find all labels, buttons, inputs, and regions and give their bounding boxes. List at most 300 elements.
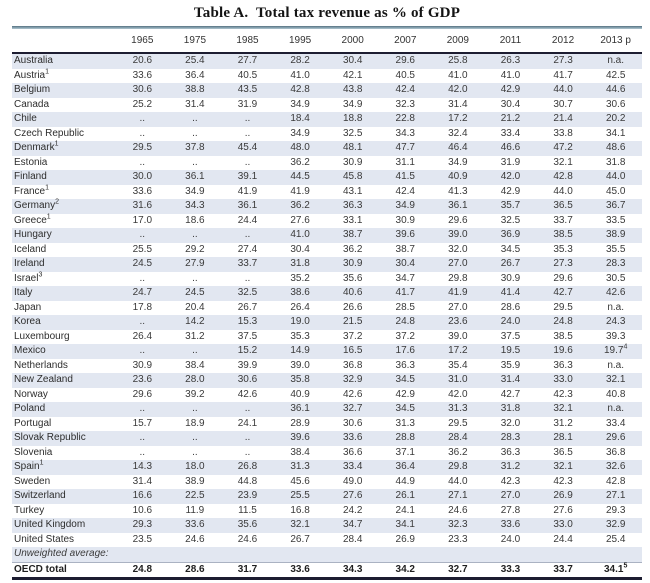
country-row [12,214,642,229]
value-cell: 39.0 [290,359,310,371]
country-row [12,199,642,214]
value-cell: 27.3 [553,258,573,269]
value-cell: n.a. [607,55,625,66]
value-cell: .. [139,229,146,240]
value-cell: 37.2 [342,330,363,342]
value-cell: 42.1 [342,69,363,81]
country-row [12,460,642,475]
value-cell: 30.4 [290,243,310,255]
value-cell: 29.2 [185,243,205,255]
value-cell: 35.2 [290,272,310,284]
value-cell: 30.9 [500,272,521,284]
country-label: Austria$^1$ [14,68,50,81]
value-cell: 32.1 [553,156,573,168]
value-cell: 34.5 [395,403,415,414]
country-row [12,112,642,127]
value-cell: 34.9 [342,98,363,110]
value-cell: 32.7 [448,563,468,575]
value-cell: 16.5 [342,345,363,356]
value-cell: 24.4 [553,533,573,545]
value-cell: 38.9 [605,229,626,240]
value-cell [589,547,642,562]
value-cell: 39.6 [395,229,415,240]
value-cell: 26.8 [237,461,258,472]
value-cell: 34.9 [185,185,205,197]
value-cell: 29.6 [605,432,626,443]
value-cell: 34.3 [395,127,415,139]
value-cell: 39.2 [185,388,205,400]
value-cell: 31.3 [395,417,415,429]
country-row [12,504,642,519]
value-cell: .. [139,156,146,168]
value-cell: 42.4 [395,84,415,95]
country-row [12,83,642,98]
value-cell [484,547,537,562]
value-cell: 37.5 [237,330,258,342]
table-body [12,53,642,579]
value-cell: 33.6 [132,185,153,197]
value-cell: 32.4 [448,127,468,139]
value-cell: 27.0 [448,301,468,313]
value-cell: 24.6 [448,504,468,516]
value-cell: .. [139,316,146,327]
value-cell: 32.0 [448,243,468,255]
value-cell: 38.4 [185,359,205,371]
country-label: United States [14,533,75,545]
value-cell: 20.4 [185,301,205,313]
value-cell: 36.3 [500,446,521,458]
year-column-header: 2011 [484,29,537,53]
value-cell: 31.3 [290,461,310,472]
value-cell: 18.9 [185,417,205,429]
value-cell: 41.4 [500,287,521,298]
value-cell: 34.5 [500,243,521,255]
year-column-header: 2007 [379,29,432,53]
value-cell: 45.8 [342,171,363,182]
country-row [12,127,642,142]
value-cell: .. [244,229,251,240]
country-label: OECD total [14,563,67,575]
value-cell: 28.4 [342,533,363,545]
country-label: Spain$^1$ [14,459,44,472]
year-column-header: 1965 [116,29,169,53]
country-row [12,257,642,272]
value-cell: 31.1 [395,156,415,168]
value-cell: 35.3 [553,243,573,255]
value-cell: 29.6 [132,388,153,400]
value-cell: 40.5 [395,69,415,81]
value-cell [274,547,327,562]
year-column-header: 1985 [221,29,274,53]
value-cell: 31.2 [553,417,573,429]
value-cell: .. [192,272,198,284]
value-cell: 42.4 [395,185,415,197]
value-cell: 26.7 [500,258,521,269]
value-cell: 41.3 [448,185,468,197]
value-cell: 28.2 [290,55,310,66]
country-label: Chile [14,113,37,124]
value-cell: 24.1 [237,417,258,429]
value-cell: 27.1 [448,490,468,501]
value-cell: 32.0 [500,417,521,429]
value-cell: 21.4 [553,113,573,124]
value-cell: 40.8 [605,388,626,400]
value-cell: 16.8 [290,504,310,516]
value-cell: 42.8 [290,84,310,95]
value-cell: .. [192,345,198,356]
value-cell: 24.4 [237,214,258,226]
value-cell: .. [244,403,251,414]
value-cell: 14.9 [290,345,310,356]
value-cell: 35.9 [500,359,521,371]
value-cell: 42.0 [448,84,468,95]
value-cell: 18.4 [290,113,310,124]
value-cell: 30.9 [342,258,363,269]
value-cell: 25.5 [132,243,153,255]
value-cell: 44.6 [605,84,626,95]
value-cell: 34.7 [342,519,363,530]
value-cell [116,547,169,562]
value-cell: 34.9 [448,156,468,168]
value-cell: 38.8 [185,84,205,95]
value-cell: 41.0 [448,69,468,81]
value-cell: 34.2 [395,563,415,575]
value-cell: 29.8 [448,272,468,284]
value-cell [326,547,379,562]
year-column-header: 2012 [537,29,590,53]
value-cell: .. [192,403,198,414]
value-cell: 30.9 [342,156,363,168]
value-cell: 36.3 [395,359,415,371]
country-label: Hungary [14,229,52,240]
value-cell: 37.1 [395,446,415,458]
value-cell: 17.2 [448,113,468,124]
value-cell: .. [139,403,146,414]
value-cell: 28.3 [605,258,626,269]
value-cell: 30.6 [342,417,363,429]
country-row [12,286,642,301]
value-cell: 33.7 [553,563,573,575]
value-cell: 33.8 [553,127,573,139]
value-cell: 26.4 [132,330,153,342]
year-column-header: 1995 [274,29,327,53]
value-cell: 32.5 [237,287,258,298]
value-cell: 40.6 [342,287,363,298]
value-cell: 47.2 [553,142,573,153]
value-cell: 15.7 [132,417,153,429]
value-cell: .. [244,272,251,284]
country-label: Finland [14,171,47,182]
value-cell: 33.4 [342,461,363,472]
value-cell: 36.1 [185,171,205,182]
value-cell: 34.7 [395,272,415,284]
value-cell: 36.4 [395,461,415,472]
value-cell: 33.0 [553,374,573,385]
value-cell: 39.3 [605,330,626,342]
value-cell: 23.5 [132,533,153,545]
country-row [12,402,642,417]
country-label: Ireland [14,258,45,269]
country-label: Slovak Republic [14,432,86,443]
value-cell [169,547,222,562]
value-cell: .. [139,127,146,139]
value-cell: 33.6 [500,519,521,530]
value-cell: 25.4 [605,533,626,545]
value-cell: 40.5 [237,69,258,81]
country-label: France$^1$ [14,184,50,197]
country-row [12,53,642,69]
value-cell: .. [139,432,146,443]
value-cell: 23.3 [448,533,468,545]
value-cell: 17.2 [448,345,468,356]
value-cell: 24.1 [395,504,415,516]
value-cell: 27.9 [185,258,205,269]
value-cell: .. [244,127,251,139]
value-cell: 36.2 [342,243,363,255]
value-cell: 20.6 [132,55,153,66]
value-cell: 24.6 [237,533,258,545]
value-cell: 19.6 [553,345,573,356]
value-cell: 32.3 [395,98,415,110]
value-cell: 40.9 [290,388,310,400]
value-cell: 42.3 [500,475,521,487]
value-cell: 35.6 [237,519,258,530]
value-cell: 44.5 [290,171,310,182]
value-cell: 45.6 [290,475,310,487]
value-cell: 24.7 [132,287,153,298]
value-cell: 32.7 [342,403,363,414]
value-cell: 46.4 [448,142,468,153]
year-column-header: 2009 [432,29,485,53]
value-cell: 30.7 [553,98,573,110]
country-row [12,431,642,446]
value-cell: 38.7 [395,243,415,255]
value-cell: 27.0 [448,258,468,269]
value-cell: 42.7 [500,388,521,400]
value-cell: .. [192,113,198,124]
value-cell: 24.6 [185,533,205,545]
value-cell: 33.3 [500,563,521,575]
value-cell: 31.2 [500,461,521,472]
value-cell: 31.9 [500,156,521,168]
value-cell: 42.3 [553,475,573,487]
value-cell: 24.0 [500,316,521,327]
value-cell: 48.1 [342,142,363,153]
value-cell: 22.5 [185,490,205,501]
value-cell: 39.0 [448,229,468,240]
value-cell: 26.7 [290,533,310,545]
value-cell: 29.3 [132,519,153,530]
value-cell: 42.0 [448,388,468,400]
value-cell: 25.2 [132,98,153,110]
value-cell: 27.4 [237,243,258,255]
value-cell: 42.9 [500,185,521,197]
country-row [12,170,642,185]
value-cell: 28.6 [185,563,205,575]
value-cell: 27.3 [553,55,573,66]
value-cell: 17.0 [132,214,153,226]
value-cell: n.a. [607,301,625,313]
value-cell: 31.4 [132,475,153,487]
value-cell: 28.1 [553,432,573,443]
value-cell: 36.1 [237,200,258,211]
value-cell: 41.9 [448,287,468,298]
value-cell: 15.2 [237,345,258,356]
value-cell: 33.5 [605,214,626,226]
value-cell: 32.1 [553,461,573,472]
value-cell: 36.2 [448,446,468,458]
value-cell [221,547,274,562]
country-row [12,475,642,490]
value-cell: 24.8 [553,316,573,327]
value-cell: 48.0 [290,142,310,153]
value-cell: 43.8 [342,84,363,95]
value-cell: 34.1$^5$ [603,562,628,575]
value-cell: 31.8 [500,403,521,414]
value-cell: 26.9 [553,490,573,501]
value-cell: 44.0 [448,475,468,487]
country-label: Belgium [14,84,51,95]
value-cell: 22.8 [395,113,415,124]
country-label: Norway [14,388,48,400]
value-cell: 29.5 [132,142,153,153]
country-row [12,98,642,113]
value-cell: 42.8 [553,171,573,182]
value-cell: 29.6 [395,55,415,66]
value-cell: 35.4 [448,359,468,371]
value-cell: 37.5 [500,330,521,342]
value-cell: 24.8 [132,563,153,575]
value-cell: 38.5 [553,330,573,342]
value-cell: 36.1 [448,200,468,211]
value-cell: 39.6 [290,432,310,443]
value-cell: 30.4 [342,55,363,66]
value-cell: 32.5 [500,214,521,226]
value-cell: 36.3 [553,359,573,371]
country-row [12,315,642,330]
value-cell: 41.7 [553,69,573,81]
value-cell: .. [192,156,198,168]
value-cell: .. [244,156,251,168]
value-cell: 30.9 [132,359,153,371]
value-cell: 28.3 [500,432,521,443]
value-cell: 28.5 [395,301,415,313]
value-cell: 19.5 [500,345,521,356]
value-cell: .. [139,446,146,458]
value-cell: 18.6 [185,214,205,226]
value-cell: 39.0 [448,330,468,342]
value-cell: 30.6 [237,374,258,385]
value-cell: 34.1 [605,127,626,139]
value-cell: 34.3 [342,563,363,575]
country-row [12,344,642,359]
country-row [12,156,642,171]
value-cell: 43.1 [342,185,363,197]
value-cell: 21.2 [500,113,521,124]
value-cell: 28.6 [500,301,521,313]
country-label: Japan [14,301,42,313]
value-cell: 31.0 [448,374,468,385]
value-cell: 41.7 [395,287,415,298]
value-cell: 29.8 [448,461,468,472]
value-cell: 37.8 [185,142,205,153]
country-row [12,243,642,258]
country-label: Czech Republic [14,127,85,139]
value-cell: 29.3 [605,504,626,516]
value-cell: 44.0 [553,185,573,197]
value-cell: 32.1 [290,519,310,530]
value-cell: 29.6 [553,272,573,284]
value-cell: 29.5 [553,301,573,313]
value-cell: 30.5 [605,272,626,284]
value-cell: 39.1 [237,171,258,182]
value-cell: 35.5 [605,243,626,255]
value-cell: 10.6 [132,504,153,516]
value-cell: 25.8 [448,55,468,66]
value-cell: 31.4 [185,98,205,110]
value-cell: 26.9 [395,533,415,545]
value-cell: 42.6 [342,388,363,400]
value-cell: 19.7$^4$ [603,343,628,356]
table-title: Table A. Total tax revenue as % of GDP [193,5,461,21]
value-cell: 23.6 [448,316,468,327]
country-row [12,69,642,84]
country-row [12,141,642,156]
value-cell [432,547,485,562]
value-cell: 28.9 [290,417,310,429]
year-header-row [12,29,642,53]
value-cell: 44.0 [605,171,626,182]
country-label: Poland [14,403,46,414]
value-cell: 33.1 [342,214,363,226]
value-cell: 33.7 [237,258,258,269]
value-cell: 32.6 [605,461,626,472]
value-cell: 39.9 [237,359,258,371]
value-cell: 11.9 [185,504,205,516]
value-cell: .. [244,113,251,124]
value-cell: 33.4 [500,127,521,139]
value-cell: 41.0 [290,229,310,240]
value-cell: 36.9 [500,229,521,240]
country-label: New Zealand [14,374,73,385]
value-cell: 11.5 [238,504,257,516]
value-cell: 42.5 [605,69,626,81]
country-row [12,301,642,316]
country-label: Slovenia [14,446,53,458]
value-cell: 14.3 [132,461,153,472]
value-cell: 30.4 [500,98,521,110]
value-cell: 42.9 [500,84,521,95]
value-cell: 44.9 [395,475,415,487]
country-row [12,446,642,461]
value-cell: 27.6 [553,504,573,516]
footnote-marker: 1 [46,213,51,221]
value-cell: 37.2 [395,330,415,342]
value-cell: 31.2 [185,330,205,342]
value-cell: 26.6 [342,301,363,313]
row-oecd-total [12,562,642,579]
value-cell: 24.0 [500,533,521,545]
value-cell: 27.1 [605,490,626,501]
country-label: Israel$^3$ [14,271,43,284]
value-cell: 30.4 [395,258,415,269]
value-cell: 34.3 [185,200,205,211]
country-label: Estonia [14,156,48,168]
value-cell: 38.9 [185,475,205,487]
value-cell: 30.0 [132,171,153,182]
value-cell: n.a. [607,359,625,371]
value-cell: 14.2 [185,316,205,327]
